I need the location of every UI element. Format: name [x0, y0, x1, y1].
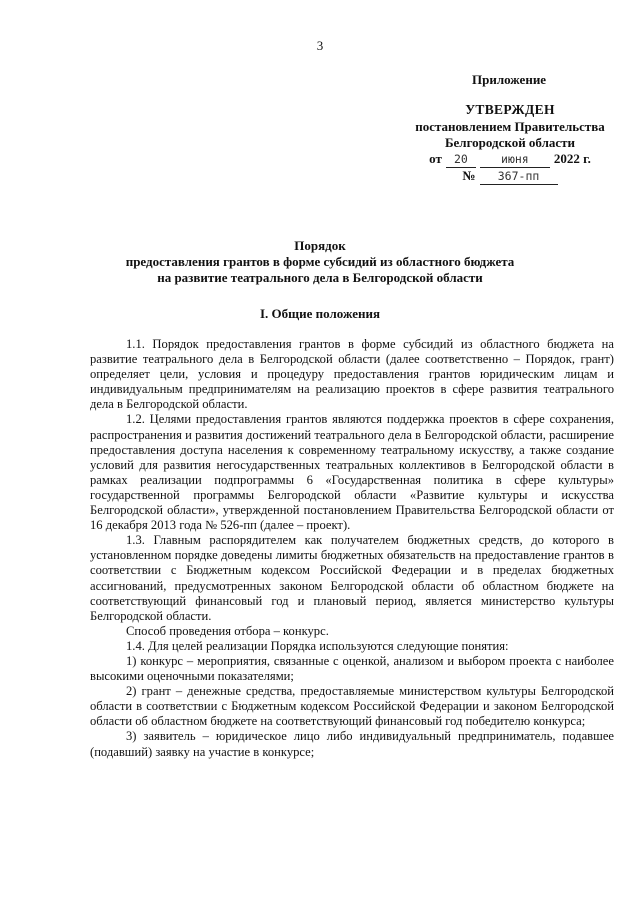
section-heading: I. Общие положения	[260, 306, 380, 321]
title-line-1: Порядок	[294, 238, 346, 253]
body-text	[90, 337, 614, 760]
paragraph: 1.4. Для целей реализации Порядка используются следующие понятия:	[126, 638, 509, 653]
date-day: 20	[446, 151, 476, 168]
paragraph: 1.3. Главным распорядителем как получателем бюджетных средств, до которого в установленном порядке доведены лимиты бюджетных обязательств на предоставление грантов в соответствии с Бюджетным кодексом Российской Федерации и в пределах бюджетных ассигнований, предусмотренных законом Белгородской области об областном бюджете на соответствующий финансовый год и плановый период, является министерство культуры Белгородской области.	[90, 533, 614, 623]
paragraph: 2) грант – денежные средства, предоставляемые министерством культуры Белгородской области в соответствии с Бюджетным кодексом Российской Федерации и законом Белгородской области об областном бюджете на соответствующий финансовый год победителю конкурса;	[90, 684, 614, 729]
paragraph: 1.2. Целями предоставления грантов являются поддержка проектов в сфере сохранения, распространения и развития достижений театрального дела в Белгородской области, расширение предоставления доступа населения к современному театральному искусству, а также создание условий для развития негосударственных театральных коллективов в Белгородской области в рамках реализации подпрограммы 6 «Государственная политика в сфере культуры» государственной программы Белгородской области «Развитие культуры и искусства Белгородской области», утвержденной постановлением Правительства Белгородской области от 16 декабря 2013 года № 526-пп (далее – проект).	[90, 412, 614, 533]
paragraph: 1) конкурс – мероприятия, связанные с оценкой, анализом и выбором проекта с наиболее высокими оценочными показателями;	[90, 653, 614, 684]
approval-line-1: постановлением Правительства	[415, 119, 605, 134]
approval-line-2: Белгородской области	[444, 135, 576, 150]
number-prefix: №	[462, 168, 476, 183]
approved-label: УТВЕРЖДЕН	[465, 102, 555, 117]
title-line-2: предоставления грантов в форме субсидий из областного бюджета	[125, 254, 515, 269]
date-year: 2022 г.	[553, 151, 591, 166]
paragraph: 3) заявитель – юридическое лицо либо индивидуальный предприниматель, подавшее (подавший) заявку на участие в конкурсе;	[90, 729, 614, 759]
document-title	[0, 238, 640, 286]
approval-number	[400, 168, 620, 185]
approval-stamp	[400, 72, 620, 185]
number-value: 367-пп	[480, 168, 558, 185]
paragraph: Способ проведения отбора – конкурс.	[126, 623, 329, 638]
date-month: июня	[480, 151, 550, 168]
paragraph: 1.1. Порядок предоставления грантов в форме субсидий из областного бюджета на развитие театрального дела в Белгородской области (далее соответственно – Порядок, грант) определяет цели, условия и процедуру предоставления грантов юридическим лицам и индивидуальным предпринимателям на реализацию проектов в сфере развития театрального дела в Белгородской области.	[90, 337, 614, 412]
title-line-3: на развитие театрального дела в Белгородской области	[157, 270, 483, 285]
page-number: 3	[316, 38, 324, 53]
approval-date	[400, 151, 620, 168]
date-prefix: от	[429, 151, 442, 166]
appendix-label: Приложение	[472, 72, 547, 87]
